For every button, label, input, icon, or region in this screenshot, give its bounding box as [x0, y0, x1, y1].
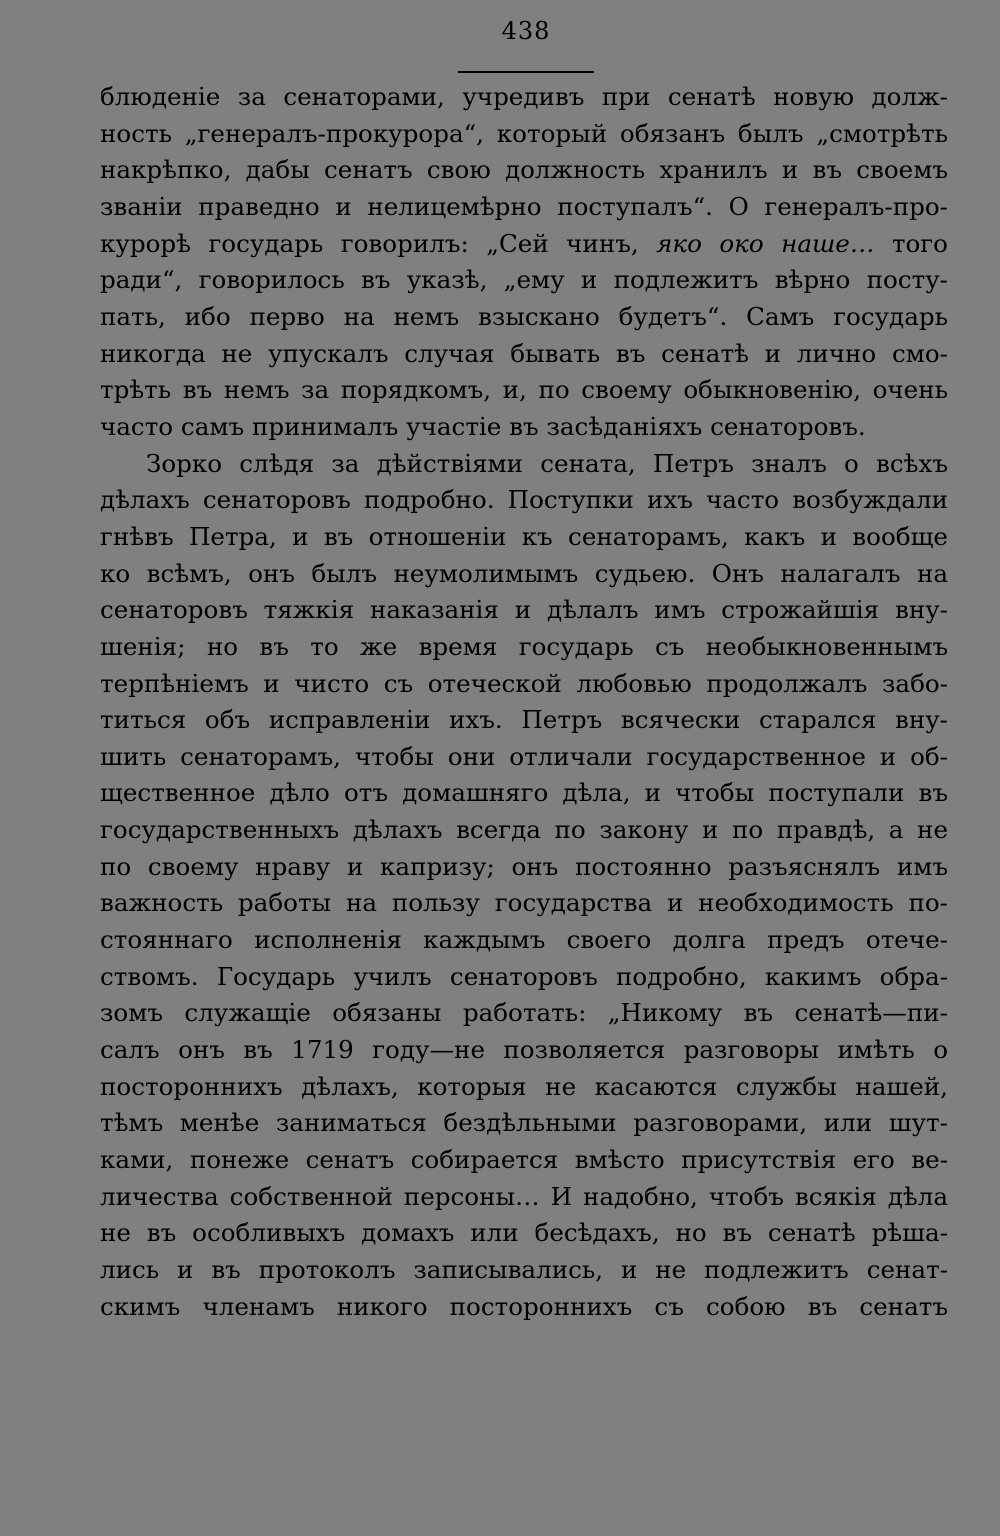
text-line: гнѣвъ Петра, и въ отношеніи къ сенаторамъ, какъ и вообще [100, 521, 948, 551]
text-line: по своему нраву и капризу; онъ постоянно разъяснялъ имъ [100, 851, 948, 881]
text-line: сенаторовъ тяжкія наказанія и дѣлалъ имъ строжайшія вну- [100, 595, 948, 625]
text-line: зомъ служащіе обязаны работать: „Никому въ сенатѣ—пи- [100, 998, 948, 1028]
text-line: шенія; но въ то же время государь съ необыкновеннымъ [100, 631, 948, 661]
text-segment: того [874, 228, 948, 258]
text-line: стояннаго исполненія каждымъ своего долга предъ отече- [100, 925, 948, 955]
paragraph-end-line: часто самъ принималъ участіе въ засѣданіяхъ сенаторовъ. [100, 411, 866, 441]
text-line: тѣмъ менѣе заниматься бездѣльными разговорами, или шут- [100, 1108, 948, 1138]
text-line: государственныхъ дѣлахъ всегда по закону и по правдѣ, а не [100, 815, 948, 845]
text-line: трѣть въ немъ за порядкомъ, и, по своему обыкновенію, очень [100, 375, 948, 405]
paragraph-start-line: Зорко слѣдя за дѣйствіями сената, Петръ зналъ о всѣхъ [146, 448, 948, 478]
body-text [100, 79, 948, 1325]
text-line: ствомъ. Государь училъ сенаторовъ подробно, какимъ обра- [100, 961, 948, 991]
text-line: терпѣніемъ и чисто съ отеческой любовью продолжалъ забо- [100, 668, 948, 698]
text-line: личества собственной персоны… И надобно, чтобъ всякія дѣла [100, 1181, 948, 1211]
text-segment: курорѣ государь говорилъ: „Сей чинъ, [100, 228, 657, 258]
text-line: важность работы на пользу государства и необходимость по- [100, 888, 948, 918]
text-line: шить сенаторамъ, чтобы они отличали государственное и об- [100, 741, 948, 771]
text-line: салъ онъ въ 1719 году—не позволяется разговоры имѣть о [100, 1035, 948, 1065]
text-line: блюденіе за сенаторами, учредивъ при сенатѣ новую долж- [100, 82, 948, 111]
page-number: 438 [501, 17, 551, 45]
text-line: ками, понеже сенатъ собирается вмѣсто присутствія его ве- [100, 1145, 948, 1175]
text-line: лись и въ протоколъ записывались, и не подлежитъ сенат- [100, 1255, 948, 1284]
text-line: ность „генералъ-прокурора“, который обязанъ былъ „смотрѣть [100, 118, 948, 148]
text-line [100, 226, 948, 263]
text-line: званіи праведно и нелицемѣрно поступалъ“. О генералъ-про- [100, 191, 948, 221]
text-line: дѣлахъ сенаторовъ подробно. Поступки ихъ часто возбуждали [100, 485, 948, 515]
text-line: титься объ исправленіи ихъ. Петръ всячески старался вну- [100, 705, 948, 735]
text-line: ко всѣмъ, онъ былъ неумолимымъ судьею. Онъ налагалъ на [100, 558, 948, 588]
page-header [458, 14, 594, 48]
text-line: скимъ членамъ никого постороннихъ съ собою въ сенатъ [100, 1291, 948, 1321]
text-line: не въ особливыхъ домахъ или бесѣдахъ, но въ сенатѣ рѣша- [100, 1218, 948, 1248]
text-line: пать, ибо перво на немъ взыскано будетъ“. Самъ государь [100, 301, 948, 331]
text-line: постороннихъ дѣлахъ, которыя не касаются службы нашей, [100, 1071, 948, 1101]
text-line: щественное дѣло отъ домашняго дѣла, и чтобы поступали въ [100, 778, 948, 808]
text-line: никогда не упускалъ случая бывать въ сенатѣ и лично смо- [100, 338, 948, 368]
italic-quote: яко око наше… [656, 228, 875, 258]
header-rule [458, 71, 594, 73]
text-line: ради“, говорилось въ указѣ, „ему и подлежитъ вѣрно посту- [100, 265, 948, 295]
text-line: накрѣпко, дабы сенатъ свою должность хранилъ и въ своемъ [100, 155, 948, 185]
